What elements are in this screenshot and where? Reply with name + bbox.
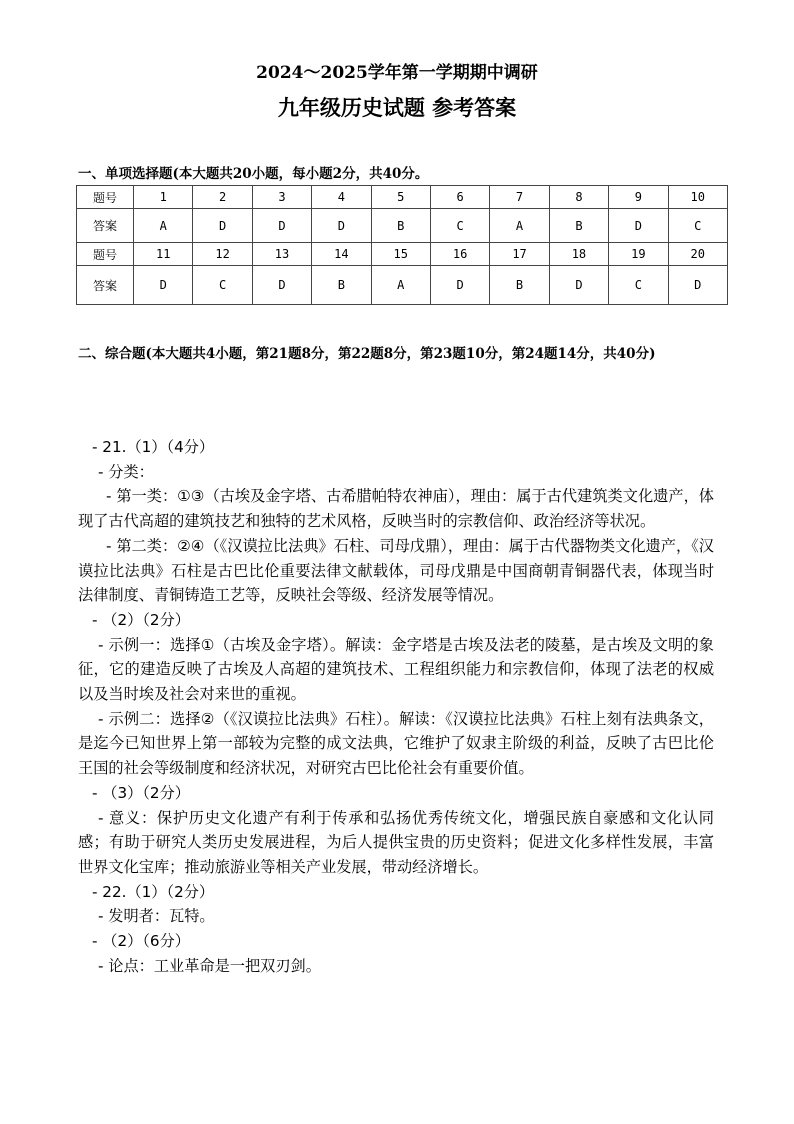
question-number: 15 (371, 243, 430, 266)
question-number: 8 (549, 186, 608, 209)
answer-line-example-2: - 示例二：选择②（《汉谟拉比法典》石柱）。解读：《汉谟拉比法典》石柱上刻有法典条文，是迄今已知世界上第一部较为完整的成文法典，它维护了奴隶主阶级的利益，反映了古巴比伦王国的社会等级制度和经济状况，对研究古巴比伦社会有重要价值。 (78, 709, 714, 778)
question-number: 3 (252, 186, 311, 209)
answer-cell: D (193, 209, 252, 243)
answer-cell: B (312, 266, 371, 305)
section1-heading: 一、单项选择题(本大题共20小题，每小题2分，共40分。 (78, 166, 429, 182)
answer-cell: C (193, 266, 252, 305)
question-number: 20 (668, 243, 727, 266)
answer-cell: B (371, 209, 430, 243)
question-number: 9 (609, 186, 668, 209)
answer-cell: D (609, 209, 668, 243)
answer-line-significance: - 意义：保护历史文化遗产有利于传承和弘扬优秀传统文化，增强民族自豪感和文化认同感；有助于研究人类历史发展进程，为后人提供宝贵的历史资料；促进文化多样性发展，丰富世界文化宝库；推动旅游业等相关产业发展，带动经济增长。 (78, 808, 714, 876)
question-number: 19 (609, 243, 668, 266)
answer-cell: D (430, 266, 489, 305)
answer-body (78, 435, 714, 978)
row-label: 答案 (77, 209, 134, 243)
answer-cell: C (609, 266, 668, 305)
question-number: 13 (252, 243, 311, 266)
answer-line-q21-3: - （3）（2分） (92, 783, 190, 802)
answer-cell: D (312, 209, 371, 243)
answer-line-classify: - 分类： (98, 462, 154, 481)
answer-cell: D (134, 266, 193, 305)
answer-line-category-2: - 第二类：②④（《汉谟拉比法典》石柱、司母戊鼎），理由：属于古代器物类文化遗产，《汉谟拉比法典》石柱是古巴比伦重要法律文献载体，司母戊鼎是中国商朝青铜器代表，体现当时法律制度、青铜铸造工艺等，反映社会等级、经济发展等情况。 (78, 536, 714, 605)
page-title: 2024～2025学年第一学期期中调研 (256, 63, 538, 83)
answer-line-inventor: - 发明者：瓦特。 (98, 907, 215, 926)
question-number: 14 (312, 243, 371, 266)
question-number: 5 (371, 186, 430, 209)
answer-cell: A (371, 266, 430, 305)
answer-cell: D (549, 266, 608, 305)
question-number: 16 (430, 243, 489, 266)
table-row-answers-2 (77, 266, 728, 305)
answer-cell: A (490, 209, 549, 243)
answer-cell: C (430, 209, 489, 243)
answer-cell: A (134, 209, 193, 243)
table-row-numbers-1 (77, 186, 728, 209)
answer-line-q22-2: - （2）（6分） (92, 932, 190, 951)
answer-cell: C (668, 209, 727, 243)
question-number: 1 (134, 186, 193, 209)
table-row-numbers-2 (77, 243, 728, 266)
row-label: 题号 (77, 186, 134, 209)
answer-line-category-1: - 第一类：①③（古埃及金字塔、古希腊帕特农神庙），理由：属于古代建筑类文化遗产，体现了古代高超的建筑技艺和独特的艺术风格，反映当时的宗教信仰、政治经济等状况。 (78, 487, 714, 531)
answer-line-argument: - 论点：工业革命是一把双刃剑。 (98, 956, 321, 975)
answer-cell: B (490, 266, 549, 305)
question-number: 11 (134, 243, 193, 266)
answer-cell: D (252, 209, 311, 243)
question-number: 12 (193, 243, 252, 266)
row-label: 题号 (77, 243, 134, 266)
answer-line-q21-2: - （2）（2分） (92, 610, 190, 629)
answer-cell: D (668, 266, 727, 305)
question-number: 7 (490, 186, 549, 209)
question-number: 6 (430, 186, 489, 209)
answer-cell: B (549, 209, 608, 243)
row-label: 答案 (77, 266, 134, 305)
page-subtitle: 九年级历史试题 参考答案 (277, 95, 517, 120)
question-number: 4 (312, 186, 371, 209)
question-number: 10 (668, 186, 727, 209)
section2-heading: 二、综合题(本大题共4小题，第21题8分，第22题8分，第23题10分，第24题14分，共40分) (78, 346, 656, 362)
answer-line-q22-1: - 22.（1）（2分） (92, 882, 215, 901)
question-number: 17 (490, 243, 549, 266)
answer-line-example-1: - 示例一：选择①（古埃及金字塔）。解读：金字塔是古埃及法老的陵墓，是古埃及文明的象征，它的建造反映了古埃及人高超的建筑技术、工程组织能力和宗教信仰，体现了法老的权威以及当时埃及社会对来世的重视。 (78, 635, 714, 704)
question-number: 2 (193, 186, 252, 209)
answer-line-q21-1: - 21.（1）（4分） (92, 438, 215, 456)
answer-cell: D (252, 266, 311, 305)
question-number: 18 (549, 243, 608, 266)
answer-table (76, 185, 728, 305)
table-row-answers-1 (77, 209, 728, 243)
